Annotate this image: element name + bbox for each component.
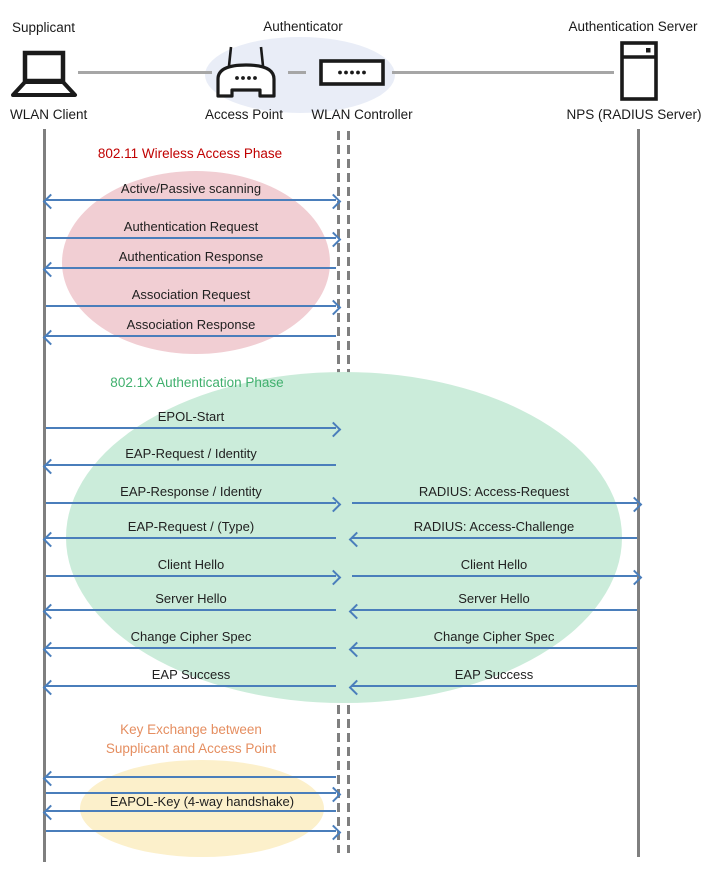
- phase-ellipse-authentication: [66, 372, 622, 703]
- message-label: EPOL-Start: [157, 409, 225, 424]
- phase-ellipse-key-exchange: [80, 760, 324, 857]
- role-label-authentication-server: Authentication Server: [568, 19, 698, 34]
- phase-ellipse-wireless-access: [62, 171, 330, 354]
- message-label: EAP-Request / Identity: [125, 446, 257, 461]
- message-label: EAP-Request / (Type): [127, 519, 255, 534]
- message-label: Server Hello: [458, 591, 530, 606]
- message-label: Client Hello: [157, 557, 225, 572]
- message-label: RADIUS: Access-Request: [418, 484, 570, 499]
- message-label: Authentication Response: [118, 249, 264, 264]
- message-label: Association Response: [126, 317, 256, 332]
- actor-label-wlan-client: WLAN Client: [10, 107, 88, 122]
- message-label: Change Cipher Spec: [433, 629, 555, 644]
- phase-title-authentication: 802.1X Authentication Phase: [110, 375, 284, 390]
- role-label-authenticator: Authenticator: [263, 19, 343, 34]
- message-label: Change Cipher Spec: [130, 629, 252, 644]
- message-label: Authentication Request: [123, 219, 259, 234]
- message-label: EAP Success: [151, 667, 231, 682]
- server-icon: [620, 41, 658, 106]
- lifeline-nps: [637, 129, 640, 857]
- role-label-supplicant: Supplicant: [12, 20, 76, 35]
- message-label: EAP-Response / Identity: [120, 484, 262, 499]
- lifeline-wlan-client: [43, 129, 46, 862]
- phase-title-key-exchange-line2: Supplicant and Access Point: [105, 741, 277, 756]
- wlan-controller-icon: [319, 59, 385, 91]
- message-label: EAPOL-Key (4-way handshake): [109, 794, 295, 809]
- actor-label-wlan-controller: WLAN Controller: [311, 107, 413, 122]
- message-label: RADIUS: Access-Challenge: [413, 519, 575, 534]
- connector-line: [392, 71, 614, 74]
- message-label: EAP Success: [454, 667, 534, 682]
- phase-title-wireless-access: 802.11 Wireless Access Phase: [97, 146, 283, 161]
- access-point-icon: [214, 46, 278, 105]
- phase-title-key-exchange-line1: Key Exchange between: [120, 722, 262, 737]
- connector-line: [288, 71, 306, 74]
- message-label: Server Hello: [155, 591, 227, 606]
- laptop-icon: [10, 50, 78, 103]
- connector-line: [78, 71, 212, 74]
- message-label: Client Hello: [460, 557, 528, 572]
- message-label: Association Request: [131, 287, 251, 302]
- message-label: Active/Passive scanning: [120, 181, 262, 196]
- actor-label-access-point: Access Point: [204, 107, 284, 122]
- actor-label-nps: NPS (RADIUS Server): [566, 107, 702, 122]
